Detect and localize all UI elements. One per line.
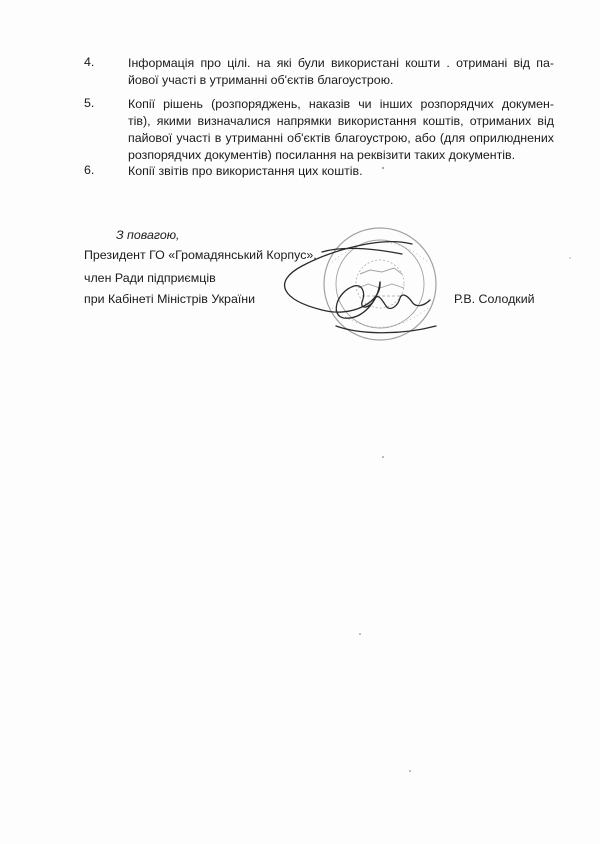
list-item-5: [84, 96, 554, 164]
speck-mark: [359, 633, 361, 635]
speck-mark: [409, 770, 411, 772]
signer-affiliation: при Кабінеті Міністрів України: [84, 292, 256, 306]
speck-mark: [382, 456, 384, 458]
text-line: Інформація про цілі. на які були використані кошти . отримані від па-: [128, 56, 554, 70]
list-item-number: 5.: [84, 96, 95, 110]
signer-name: Р.В. Солодкий: [454, 292, 535, 306]
text-line: йової участі в утриманні об'єктів благоустрою.: [128, 73, 394, 87]
text-line: пайової участі в утриманні об'єктів благоустрою, або (для оприлюднених: [128, 131, 554, 145]
text-line: розпорядчих документів) посилання на реквізити таких документів.: [128, 148, 516, 162]
list-item-number: 4.: [84, 55, 95, 69]
text-line: Копії звітів про використання цих коштів.: [128, 164, 363, 178]
text-line: Копії рішень (розпоряджень, наказів чи інших розпорядчих докумен-: [128, 97, 554, 111]
signer-title: Президент ГО «Громадянський Корпус»,: [84, 248, 317, 262]
list-item-text: [128, 55, 554, 89]
closing-phrase: З повагою,: [116, 228, 180, 242]
list-item-6: [84, 163, 554, 180]
list-item-text: [128, 96, 554, 164]
speck-mark: [569, 257, 570, 258]
list-item-number: 6.: [84, 163, 95, 177]
stamp-and-signature: [262, 222, 482, 352]
list-item-text: [128, 163, 554, 180]
signer-position: член Ради підприємців: [84, 271, 216, 285]
text-line: тів), якими визначалися напрямки використання коштів, отриманих від: [128, 114, 554, 128]
list-item-4: [84, 55, 554, 89]
